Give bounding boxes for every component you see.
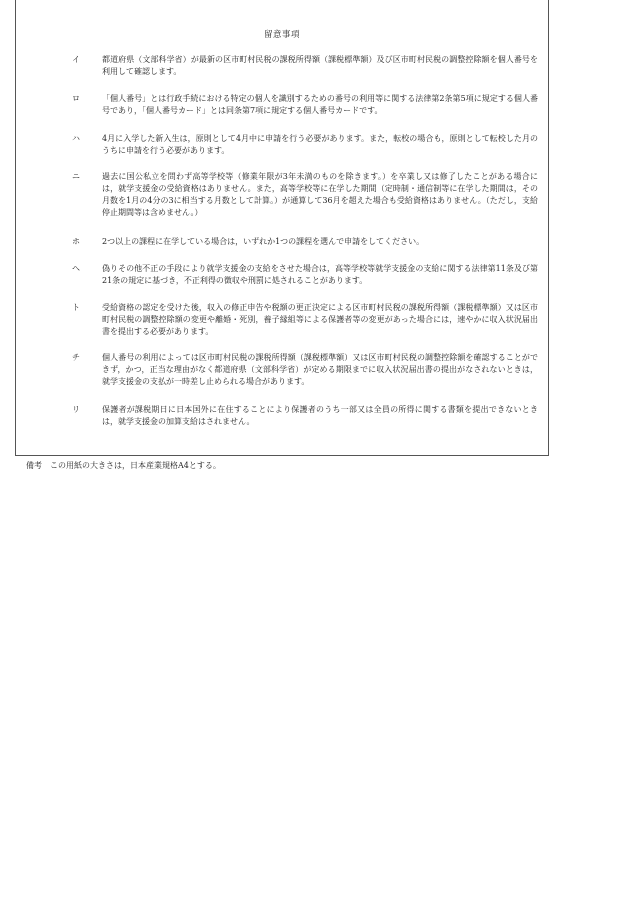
note-marker: リ (72, 405, 80, 414)
note-marker: チ (72, 353, 80, 362)
note-marker: ニ (72, 172, 80, 181)
note-text: 受給資格の認定を受けた後，収入の修正申告や税額の更正決定による区市町村民税の課税所得額（課税標準額）又は区市町村民税の調整控除額の変更や離婚・死別，養子縁組等による保護者等の変更があった場合には，速やかに収入状況届出書を提出する必要があります。 (102, 303, 538, 336)
note-text: 「個人番号」とは行政手続における特定の個人を識別するための番号の利用等に関する法律第2条第5項に規定する個人番号であり，「個人番号カード」とは同条第7項に規定する個人番号カードです。 (102, 94, 538, 115)
note-text: 偽りその他不正の手段により就学支援金の支給をさせた場合は，高等学校等就学支援金の支給に関する法律第11条及び第21条の規定に基づき，不正利得の徴収や刑罰に処されることがあります。 (102, 264, 538, 285)
note-marker: ヘ (72, 264, 80, 273)
note-text: 個人番号の利用によっては区市町村民税の課税所得額（課税標準額）又は区市町村民税の調整控除額を確認することができず，かつ，正当な理由がなく都道府県（文部科学省）が定める期限までに収入状況届出書の提出がなされないときは，就学支援金の支払が一時差し止められる場合があります。 (102, 353, 538, 386)
note-marker: ト (72, 303, 80, 312)
remarks (26, 460, 221, 472)
note-marker: ホ (72, 237, 80, 246)
note-text: 都道府県（文部科学省）が最新の区市町村民税の課税所得額（課税標準額）及び区市町村民税の調整控除額を個人番号を利用して確認します。 (102, 55, 538, 76)
note-text: 過去に国公私立を問わず高等学校等（修業年限が3年未満のものを除きます。）を卒業し又は修了したことがある場合には，就学支援金の受給資格はありません。また，高等学校等に在学した期間（定時制・通信制等に在学した期間は，その月数を1月の4分の3に相当する月数として計算。）が通算して36月を超えた場合も受給資格はありません。（ただし，支給停止期間等は含めません。） (102, 172, 538, 217)
note-marker: ロ (72, 94, 80, 103)
remarks-label: 備考 (26, 461, 42, 470)
remarks-text: この用紙の大きさは，日本産業規格A4とする。 (50, 461, 221, 470)
note-text: 4月に入学した新入生は，原則として4月中に申請を行う必要があります。また，転校の場合も，原則として転校した月のうちに申請を行う必要があります。 (102, 134, 538, 155)
note-marker: イ (72, 55, 80, 64)
notes-title: 留意事項 (263, 30, 300, 40)
note-text: 2つ以上の課程に在学している場合は，いずれか1つの課程を選んで申請をしてください。 (102, 237, 425, 246)
note-text: 保護者が課税期日に日本国外に在住することにより保護者のうち一部又は全員の所得に関する書類を提出できないときは，就学支援金の加算支給はされません。 (102, 405, 538, 426)
note-marker: ハ (72, 134, 80, 143)
notes-box (15, 0, 549, 456)
